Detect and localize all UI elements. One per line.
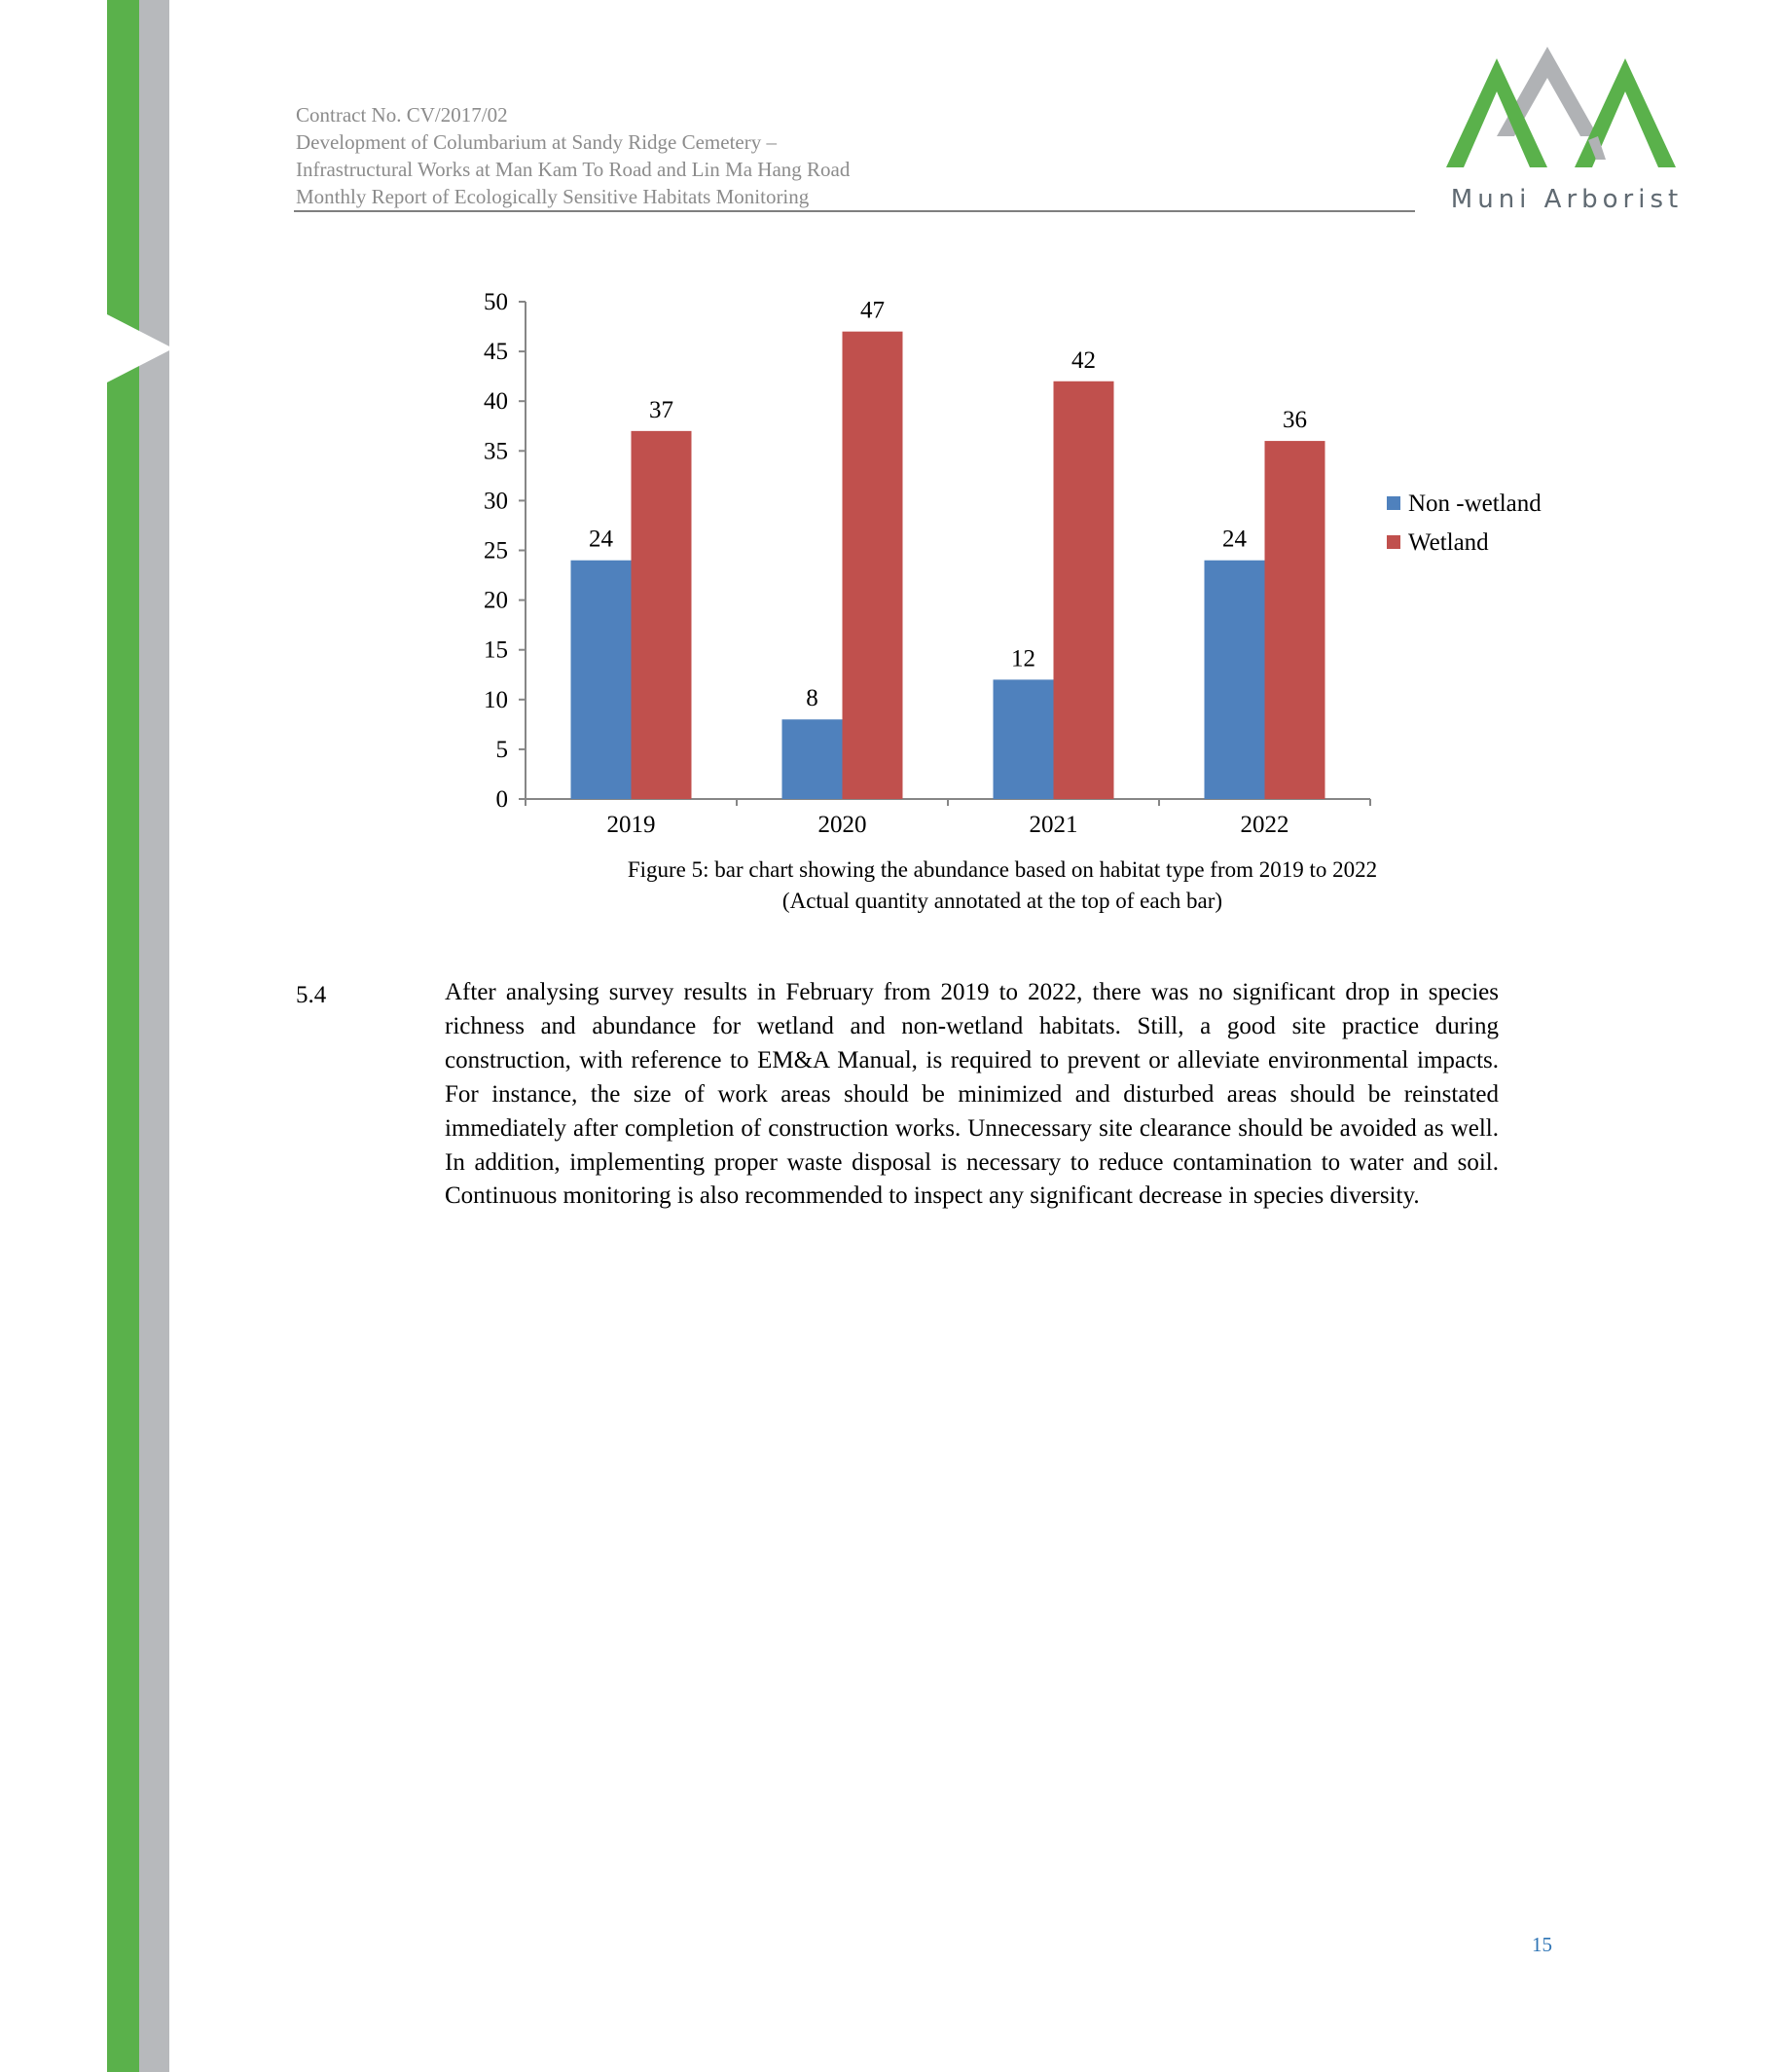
header-project-title: Development of Columbarium at Sandy Ridge Cemetery – [296, 130, 777, 154]
data-label: 24 [1222, 526, 1247, 553]
data-label: 47 [860, 297, 885, 324]
bar-non-wetland-2020 [782, 719, 843, 799]
y-tick-label: 50 [484, 289, 508, 315]
figure-caption [467, 854, 1538, 917]
bar-non-wetland-2021 [994, 679, 1054, 799]
figure-caption-line1: Figure 5: bar chart showing the abundance based on habitat type from 2019 to 2022 [627, 857, 1378, 882]
bar-chart-svg [457, 277, 1625, 852]
section-number: 5.4 [296, 982, 327, 1008]
report-header [296, 101, 1415, 210]
y-tick-label: 20 [484, 587, 508, 614]
bar-wetland-2022 [1265, 441, 1325, 799]
muni-arborist-logo [1442, 43, 1686, 218]
bar-non-wetland-2022 [1205, 561, 1265, 799]
legend-label: Non -wetland [1408, 491, 1542, 517]
bar-non-wetland-2019 [571, 561, 632, 799]
y-tick-label: 45 [484, 339, 508, 366]
bar-wetland-2019 [632, 431, 692, 799]
x-tick-label: 2020 [817, 812, 867, 838]
page-number: 15 [1532, 1933, 1552, 1956]
y-tick-label: 30 [484, 488, 508, 515]
y-tick-label: 40 [484, 388, 508, 416]
data-label: 42 [1071, 346, 1096, 374]
side-band-notch [105, 313, 173, 383]
data-label: 36 [1283, 407, 1307, 434]
abundance-bar-chart [457, 277, 1625, 852]
x-tick-label: 2022 [1240, 812, 1289, 838]
logo-wordmark: Muni Arborist [1450, 185, 1684, 214]
legend-swatch [1387, 496, 1400, 510]
x-tick-label: 2021 [1029, 812, 1078, 838]
data-label: 12 [1011, 645, 1035, 672]
header-project-subtitle: Infrastructural Works at Man Kam To Road and Lin Ma Hang Road [296, 158, 851, 181]
side-band-green [107, 0, 139, 2072]
y-tick-label: 10 [484, 686, 508, 713]
bar-wetland-2021 [1054, 382, 1114, 799]
bar-wetland-2020 [843, 332, 903, 799]
x-tick-label: 2019 [606, 812, 656, 838]
y-tick-label: 25 [484, 537, 508, 564]
y-tick-label: 0 [495, 786, 508, 813]
data-label: 24 [589, 526, 613, 553]
header-report-title: Monthly Report of Ecologically Sensitive Habitats Monitoring [296, 185, 810, 208]
y-tick-label: 5 [495, 736, 508, 763]
section-paragraph: After analysing survey results in February from 2019 to 2022, there was no significant drop in species richness and abundance for wetland and non-wetland habitats. Still, a good site practice during construction, with reference to EM&A Manual, is required to prevent or alleviate environmental impacts. For instance, the size of work areas should be minimized and disturbed areas should be reinstated immediately after completion of construction works. Unnecessary site clearance should be avoided as well. In addition, implementing proper waste disposal is necessary to reduce contamination to water and soil. Continuous monitoring is also recommended to inspect any significant decrease in species diversity. [445, 979, 1499, 1210]
y-tick-label: 15 [484, 636, 508, 664]
y-tick-label: 35 [484, 438, 508, 465]
data-label: 8 [806, 685, 818, 712]
legend-swatch [1387, 535, 1400, 549]
header-rule [294, 210, 1415, 212]
figure-caption-line2: (Actual quantity annotated at the top of each bar) [781, 889, 1223, 913]
legend-label: Wetland [1408, 529, 1489, 556]
side-band-grey [139, 0, 169, 2072]
header-contract-no: Contract No. CV/2017/02 [296, 103, 508, 127]
data-label: 37 [649, 396, 673, 423]
logo-mountains-icon [1442, 43, 1686, 179]
